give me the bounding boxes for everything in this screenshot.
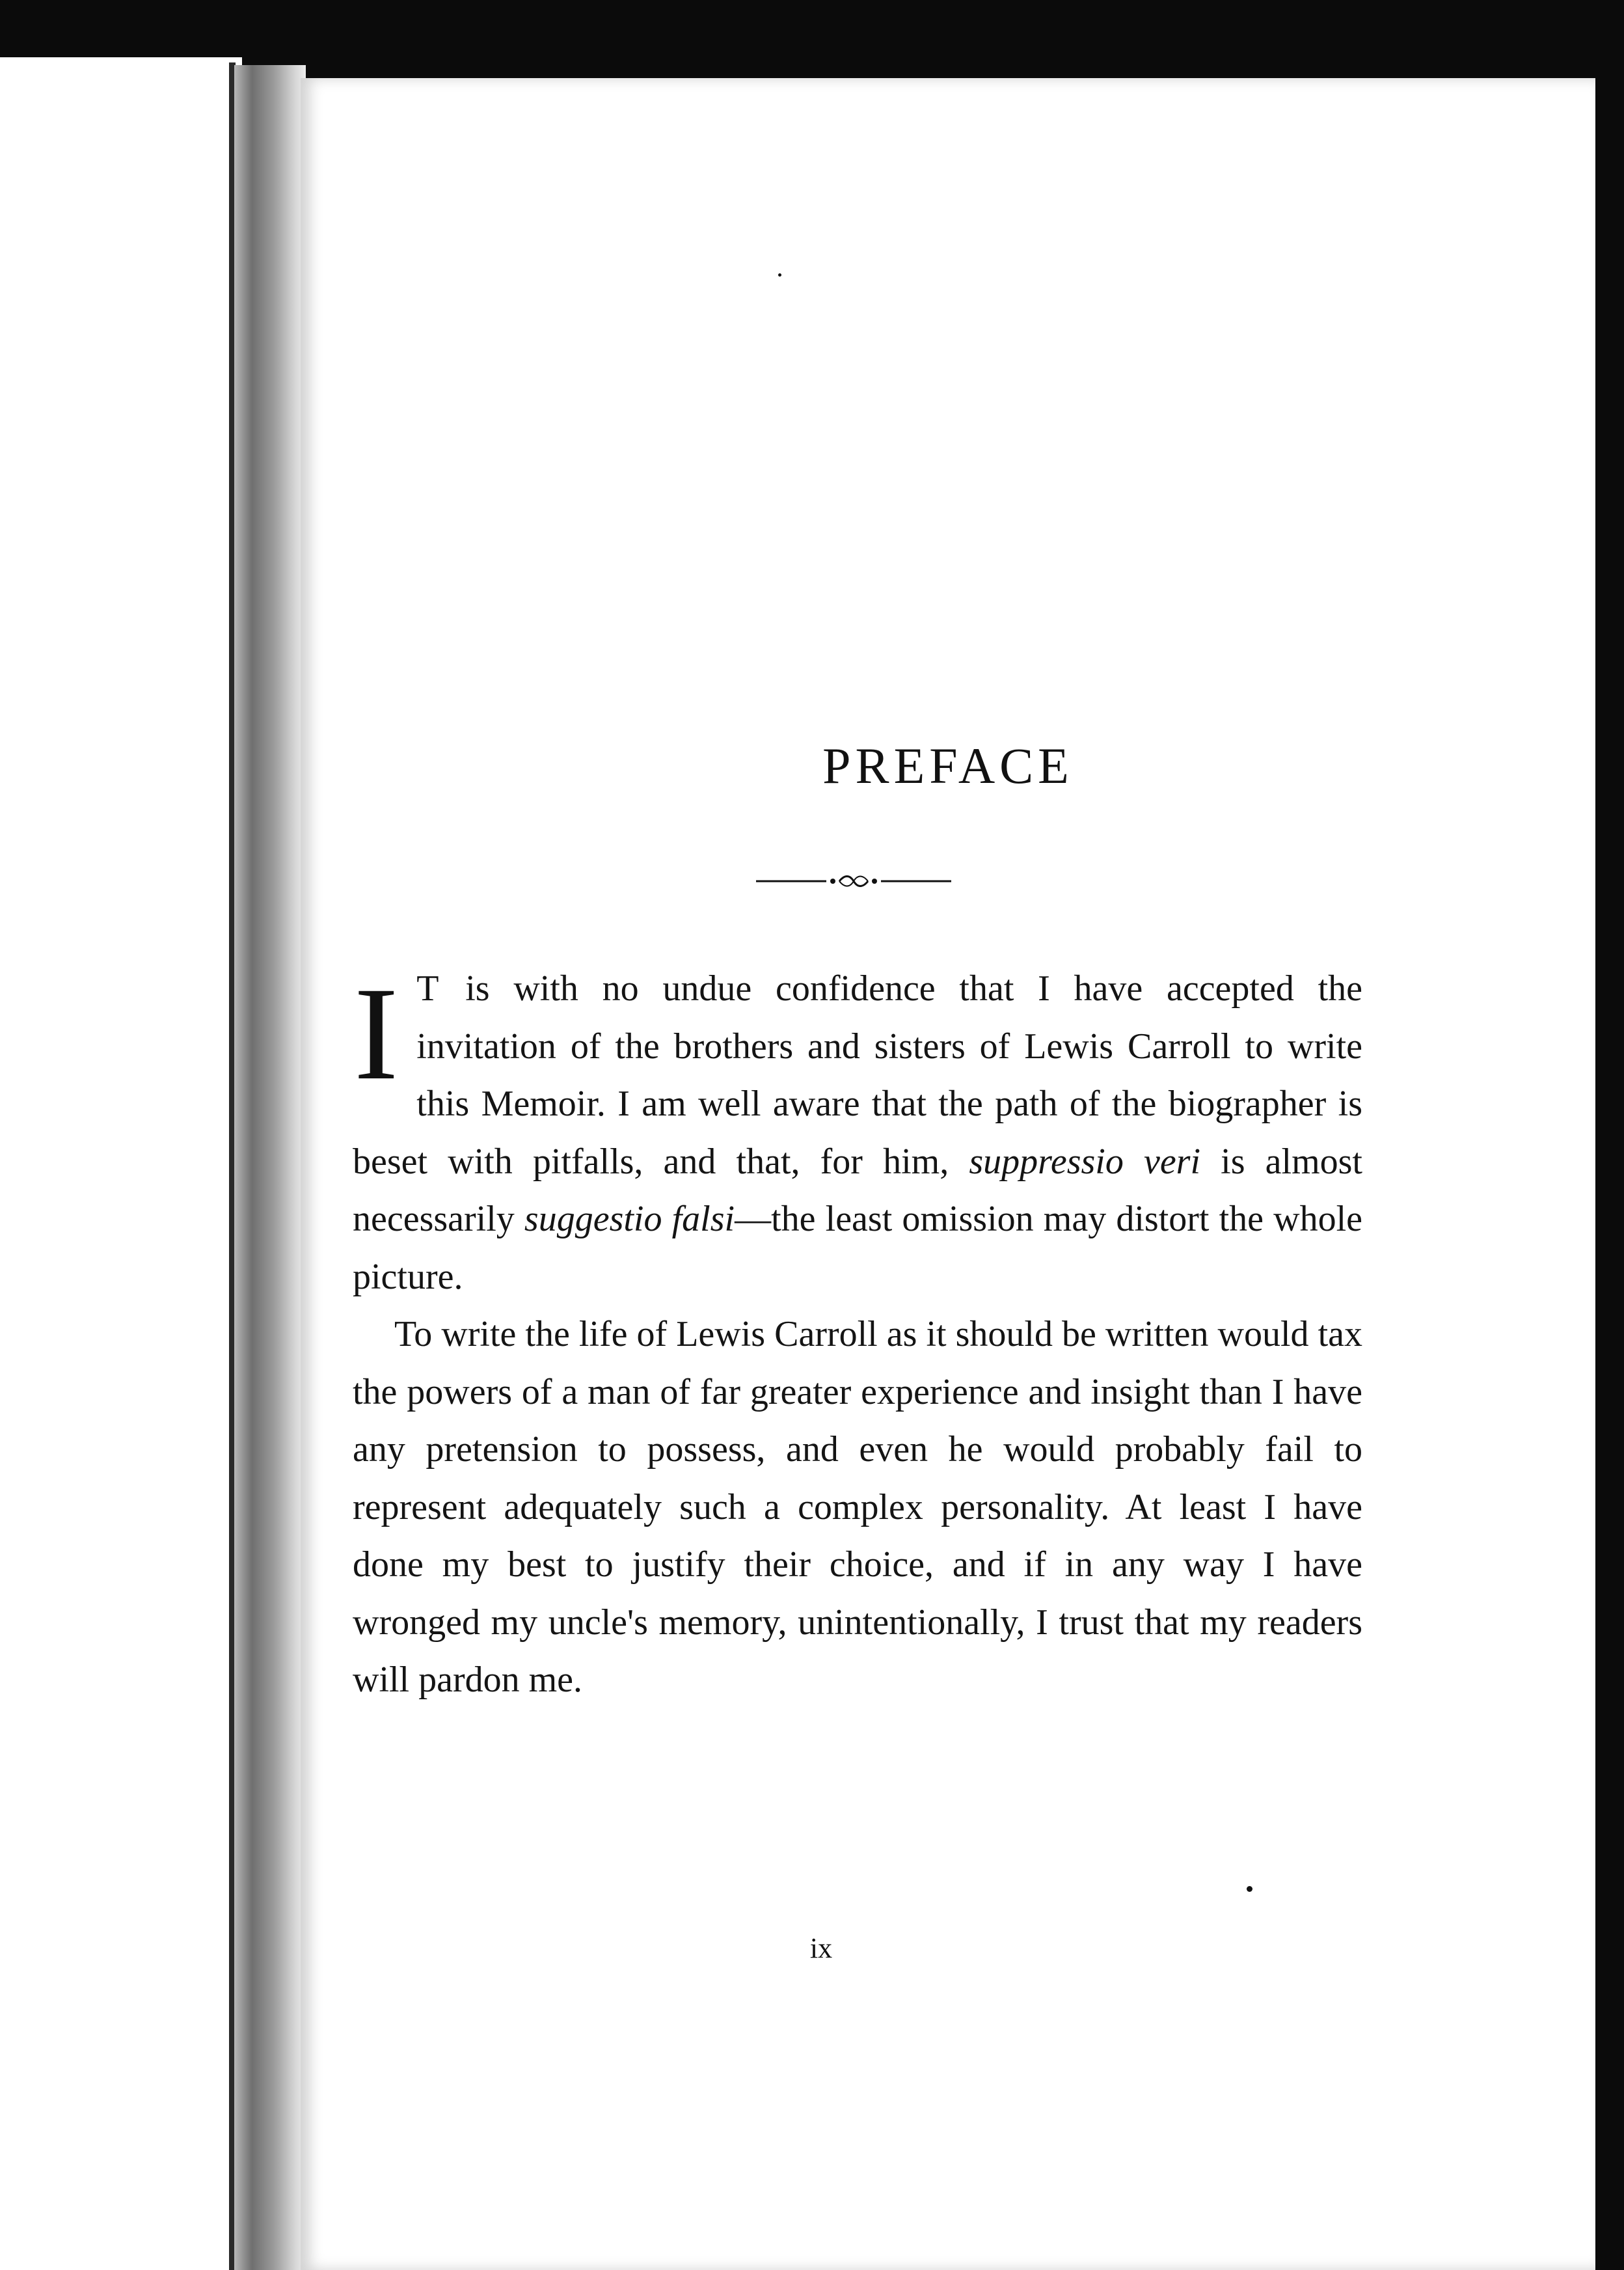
paragraph-1 bbox=[353, 960, 1362, 1306]
ink-speck bbox=[1247, 1886, 1252, 1892]
italic-phrase-suppressio-veri: suppressio veri bbox=[969, 1141, 1201, 1182]
right-page bbox=[301, 78, 1595, 2270]
paragraph-2: To write the life of Lewis Carroll as it should be written would tax the powers of a man of far greater experience and insight than I have any pretension to possess, and even he would probably fail to represent adequately such a complex personality. At least I have done my best to justify their choice, and if in any way I have wronged my uncle's memory, unintentionally, I trust that my readers will pardon me. bbox=[353, 1314, 1362, 1700]
paragraph-1-text-a: is with no undue confidence that I have accepted the invitation of the brothers and sisters of Lewis Carroll to write this Memoir. I am well aware that the path of the biographer is beset with pitfalls, and that, for him, bbox=[353, 968, 1362, 1182]
page-title: PREFACE bbox=[822, 737, 1074, 794]
paragraph-1-text-c: —the least omission may distort the whole picture. bbox=[353, 1199, 1362, 1297]
binding-gutter-shadow bbox=[234, 65, 306, 2270]
paragraph-1-text-b: is almost necessarily bbox=[353, 1141, 1362, 1239]
preface-body bbox=[353, 960, 1362, 1709]
drop-cap: I bbox=[354, 960, 399, 1108]
left-blank-page bbox=[0, 57, 242, 2270]
page-number: ix bbox=[809, 1932, 833, 1964]
lead-letter: T bbox=[416, 968, 442, 1009]
ink-speck bbox=[778, 273, 781, 277]
fleuron-rule-icon bbox=[756, 868, 951, 894]
italic-phrase-suggestio-falsi: suggestio falsi bbox=[524, 1199, 735, 1239]
